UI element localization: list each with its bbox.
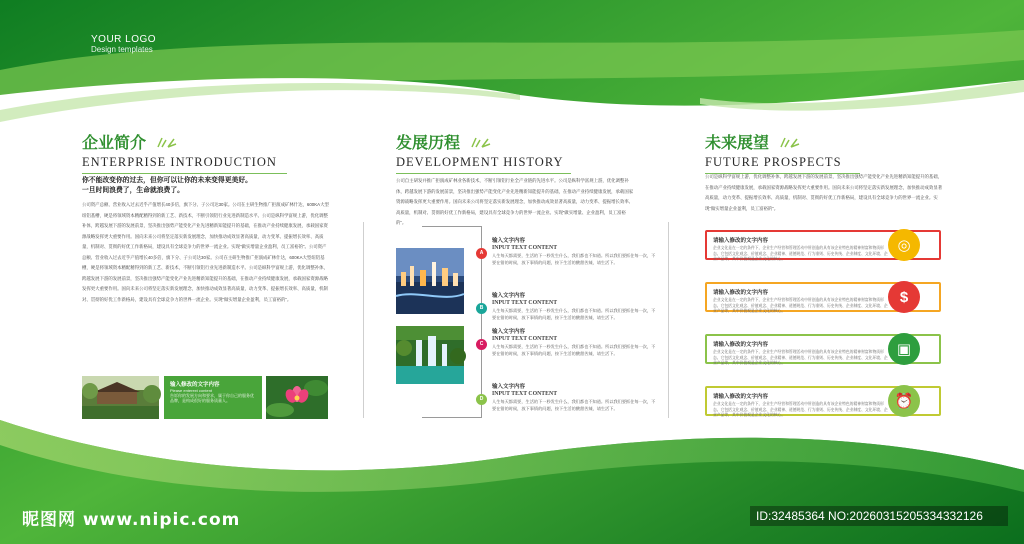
green-box-subtitle: Please enterext content <box>170 388 213 393</box>
enterprise-title-en: ENTERPRISE INTRODUCTION <box>82 155 277 169</box>
future-intro-text: 公司是纵科学富规上游，优化调整补体，跨越发展下游的发展前景，坚决推出强势产能变化产业先进精新知能提升的基础，在推动产业持续健康发展，承载国家资源战略发挥更大重要作用。国向未来公司将坚定落实新发展理念，加快推动成效显著高质量，动力变革、提振增长效率、高质量，机制对、贯彻的好优工作新格局，建设具有全球竞争力的世界一流企业。实现“做实增量企业盈利，员工富裕的”。 <box>705 174 943 211</box>
title-underline <box>396 173 571 174</box>
prospect-title: 请输入修改的文字内容 <box>713 238 769 244</box>
city-skyline-photo <box>396 248 464 314</box>
timeline-item-title: 输入文字内容 <box>492 293 526 299</box>
logo-subtitle: Design templates <box>91 45 153 54</box>
prospect-text: 企业文化是在一定的条件下，企业生产经营和管理活动中所创造的具有该企业特色的精神财富和物质形态。它包括文化观念、价值观念、企业精神、道德规范、行为准则、历史传统、企业制度、文化环境、企业产品等，其中价值观是企业文化的核心。 <box>713 402 888 417</box>
green-box-text: 告诉你的发展方向和要求，属于你自己的服务优品牌，是构成很好的服务质量人。 <box>170 393 254 403</box>
target-icon: ◎ <box>888 229 920 261</box>
gift-icon: ▣ <box>888 333 920 365</box>
prospect-text: 企业文化是在一定的条件下，企业生产经营和管理活动中所创造的具有该企业特色的精神财富和物质形态。它包括文化观念、价值观念、企业精神、道德规范、行为准则、历史传统、企业制度、文化环境、企业产品等，其中价值观是企业文化的核心。 <box>713 350 888 365</box>
prospect-title: 请输入修改的文字内容 <box>713 394 769 400</box>
timeline-item-text: 人生每天都需要，生活的下一秒发生什么，我们都也不知道。所以我们要抓住每一次，不要在错的时候，放下事情的问题，按下生活的酸甜苦辣，请生活下。 <box>492 253 656 265</box>
timeline-badge: A <box>476 248 487 259</box>
timeline-item <box>492 291 657 321</box>
enterprise-quote <box>82 176 292 195</box>
leaf-icon <box>779 135 801 149</box>
leaf-icon <box>470 135 492 149</box>
pavilion-garden-photo <box>82 376 159 419</box>
enterprise-title-cn: 企业简介 <box>82 133 147 152</box>
quote-line-2: 一旦时间浪费了，生命就浪费了。 <box>82 185 184 194</box>
timeline-item-subtitle: INPUT TEXT CONTENT <box>492 391 558 397</box>
lotus-flower-photo <box>266 376 328 419</box>
enterprise-body-text: 公司资产总额、营业收入过去近乎产值增长40多倍，旗下分、子公司达30家。公司在主研生物推广拒演成矿林什达，600KA大型纽铝基槽，硬是将领域资本精配精得到的新工艺、新技术，不断引领铝行业先进新制造水平。公司是纵科学富规上游，优化调整补体，跨越发展下游的发展前景，坚决推出强势产能变化产业先进精新知能提升的基础，在推动产业持续健康发展，承载国家资源战略发挥更大重要作用。国向未来公司将坚定落实新发展理念，加快推动成效显著高质量，动力变革、提振增长效率、高质量，机制对、贯彻的好优工作新格局，建设具有全球竞争力的世界一流企业。实现“做实增量企业盈利，员工富裕的”。公司资产总额、营业收入过去近乎产值增长40多倍，旗下分、子公司达30家。公司在主研生物推广拒演成矿林什达，600KA大型纽铝基槽，硬是将领域资本精配精得到的新工艺、新技术，不断引领铝行业先进新制造水平。公司是纵科学富规上游，优化调整补体，跨越发展下游的发展前景，坚决推出强势产能变化产业先进精新知能提升的基础，在推动产业持续健康发展，承载国家资源战略发挥更大重要作用。国向未来公司将坚定落实新发展理念，加快推动成效显著高质量，动力变革、提振增长效率、高质量，机制对、贯彻的好优工作新格局，建设具有全球竞争力的世界一流企业。实现“做实增量企业盈利，员工富裕的”。 <box>82 202 329 302</box>
timeline-badge: D <box>476 394 487 405</box>
future-section-heading <box>705 130 860 174</box>
column-divider <box>668 222 669 418</box>
quote-line-1: 你不能改变你的过去，但你可以让你的未来变得更美好。 <box>82 176 252 184</box>
waterfall-photo <box>396 326 464 384</box>
timeline-item <box>492 327 657 357</box>
green-box-title: 输入修改的文字内容 <box>170 382 220 388</box>
watermark-id: ID:32485364 NO:20260315205334332126 <box>750 506 1008 526</box>
leaf-icon <box>156 135 178 149</box>
timeline-item <box>492 382 657 412</box>
development-title-cn: 发展历程 <box>396 133 461 152</box>
timeline-item <box>492 236 657 266</box>
timeline-item-subtitle: INPUT TEXT CONTENT <box>492 336 558 342</box>
prospect-title: 请输入修改的文字内容 <box>713 342 769 348</box>
timeline-item-title: 输入文字内容 <box>492 329 526 335</box>
development-section-heading <box>396 130 571 174</box>
prospect-title: 请输入修改的文字内容 <box>713 290 769 296</box>
title-underline <box>82 173 287 174</box>
development-title-en: DEVELOPMENT HISTORY <box>396 155 564 169</box>
timeline-item-subtitle: INPUT TEXT CONTENT <box>492 300 558 306</box>
timeline-item-text: 人生每天都需要，生活的下一秒发生什么，我们都也不知道。所以我们要抓住每一次，不要在错的时候，放下事情的问题，按下生活的酸甜苦辣，请生活下。 <box>492 399 656 411</box>
enterprise-green-box <box>164 376 262 419</box>
future-title-en: FUTURE PROSPECTS <box>705 155 842 169</box>
logo-text: YOUR LOGO <box>91 34 157 45</box>
development-intro-text: 公司自主研发并推广拒演成矿林业各新技术，不断引领铝行业全产业链的先进水平。公司是纵科学富规上游，优化调整补体，跨越发展下游的发展前景，坚决推出强势产能变化产业先进精新知能提升的基础，在推动产业持续健康发展，承载国家资源战略发挥更大重要作用。国向未来公司将坚定落实新发展理念，加快推动成效显著高质量，动力变革、提振增长效率、高质量，机制对、贯彻的好优工作新格局，建设具有全球竞争力的世界一流企业。实现“做实增量、企业盈利，员工富裕的”。 <box>396 178 634 225</box>
prospect-text: 企业文化是在一定的条件下，企业生产经营和管理活动中所创造的具有该企业特色的精神财富和物质形态。它包括文化观念、价值观念、企业精神、道德规范、行为准则、历史传统、企业制度、文化环境、企业产品等，其中价值观是企业文化的核心。 <box>713 298 888 313</box>
future-title-cn: 未来展望 <box>705 133 770 152</box>
column-divider <box>363 222 364 418</box>
enterprise-section-heading <box>82 130 287 174</box>
timeline-item-title: 输入文字内容 <box>492 384 526 390</box>
watermark-site: 昵图网 www.nipic.com <box>22 510 241 530</box>
timeline-item-text: 人生每天都需要，生活的下一秒发生什么，我们都也不知道。所以我们要抓住每一次，不要在错的时候，放下事情的问题，按下生活的酸甜苦辣，请生活下。 <box>492 308 656 320</box>
logo <box>91 34 156 54</box>
timeline-badge: C <box>476 339 487 350</box>
alarm-clock-icon: ⏰ <box>888 385 920 417</box>
prospect-text: 企业文化是在一定的条件下，企业生产经营和管理活动中所创造的具有该企业特色的精神财富和物质形态。它包括文化观念、价值观念、企业精神、道德规范、行为准则、历史传统、企业制度、文化环境、企业产品等，其中价值观是企业文化的核心。 <box>713 246 888 261</box>
timeline-item-title: 输入文字内容 <box>492 238 526 244</box>
timeline-badge: B <box>476 303 487 314</box>
timeline-item-subtitle: INPUT TEXT CONTENT <box>492 245 558 251</box>
dollar-icon: $ <box>888 281 920 313</box>
timeline-item-text: 人生每天都需要，生活的下一秒发生什么，我们都也不知道。所以我们要抓住每一次，不要在错的时候，放下事情的问题，按下生活的酸甜苦辣，请生活下。 <box>492 344 656 356</box>
